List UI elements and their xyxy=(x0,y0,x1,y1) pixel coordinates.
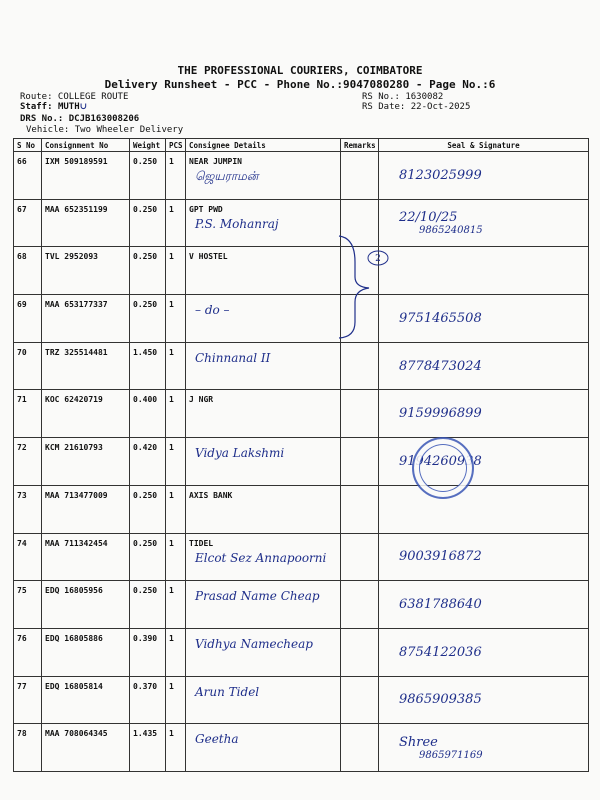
signature-phone: 6381788640 xyxy=(399,597,482,613)
consignee-handwritten: Vidhya Namecheap xyxy=(195,636,313,651)
rs-number: RS No.: 1630082 xyxy=(362,92,444,102)
row-pcs: 1 xyxy=(166,152,186,200)
row-signature xyxy=(379,438,589,486)
row-pcs: 1 xyxy=(166,247,186,295)
row-remarks xyxy=(341,152,379,200)
row-sno: 72 xyxy=(14,438,42,486)
table-row xyxy=(14,676,589,724)
row-consignment-no: EDQ 16805956 xyxy=(42,581,130,629)
circle-mark-label: 2 xyxy=(375,254,381,264)
row-remarks xyxy=(341,438,379,486)
signature-phone: 9003916872 xyxy=(399,549,482,565)
row-consignee xyxy=(186,152,341,200)
row-signature xyxy=(379,628,589,676)
row-sno: 77 xyxy=(14,676,42,724)
row-weight: 0.250 xyxy=(130,581,166,629)
row-consignment-no: TRZ 325514481 xyxy=(42,342,130,390)
col-signature: Seal & Signature xyxy=(379,139,589,152)
row-sno: 76 xyxy=(14,628,42,676)
runsheet-table xyxy=(13,138,589,772)
table-row xyxy=(14,628,589,676)
row-remarks xyxy=(341,628,379,676)
consignee-printed: NEAR JUMPIN xyxy=(189,157,242,166)
row-consignee xyxy=(186,533,341,581)
signature-phone: Shree xyxy=(399,734,438,750)
row-consignment-no: TVL 2952093 xyxy=(42,247,130,295)
row-weight: 0.250 xyxy=(130,247,166,295)
row-weight: 0.250 xyxy=(130,152,166,200)
row-signature xyxy=(379,676,589,724)
row-pcs: 1 xyxy=(166,724,186,772)
staff-label: Staff: xyxy=(20,102,53,112)
row-pcs: 1 xyxy=(166,676,186,724)
row-signature xyxy=(379,295,589,343)
row-weight: 0.250 xyxy=(130,533,166,581)
page-title: THE PROFESSIONAL COURIERS, COIMBATORE xyxy=(177,64,423,77)
row-weight: 0.370 xyxy=(130,676,166,724)
row-pcs: 1 xyxy=(166,390,186,438)
row-consignee xyxy=(186,581,341,629)
table-row xyxy=(14,581,589,629)
row-consignee xyxy=(186,295,341,343)
signature-phone: 8123025999 xyxy=(399,167,482,183)
row-consignment-no: MAA 711342454 xyxy=(42,533,130,581)
row-signature xyxy=(379,724,589,772)
staff-row xyxy=(20,102,87,112)
consignee-handwritten: ஜெயராமன் xyxy=(195,169,259,183)
row-consignment-no: IXM 509189591 xyxy=(42,152,130,200)
row-consignee xyxy=(186,628,341,676)
row-consignment-no: EDQ 16805886 xyxy=(42,628,130,676)
row-pcs: 1 xyxy=(166,295,186,343)
consignee-handwritten: Prasad Name Cheap xyxy=(195,589,320,604)
row-signature xyxy=(379,152,589,200)
table-row xyxy=(14,724,589,772)
table-header-row xyxy=(14,139,589,152)
col-consignee: Consignee Details xyxy=(186,139,341,152)
row-remarks xyxy=(341,533,379,581)
consignee-handwritten: Arun Tidel xyxy=(195,684,260,699)
route-label: Route: COLLEGE ROUTE xyxy=(20,92,129,102)
row-consignment-no: EDQ 16805814 xyxy=(42,676,130,724)
page-subtitle: Delivery Runsheet - PCC - Phone No.:9047080280 - Page No.:6 xyxy=(104,78,496,91)
row-sno: 68 xyxy=(14,247,42,295)
table-row xyxy=(14,533,589,581)
consignee-handwritten: – do – xyxy=(195,303,230,318)
consignee-printed: TIDEL xyxy=(189,538,214,548)
signature-extra: 9865971169 xyxy=(419,749,483,761)
row-sno: 73 xyxy=(14,485,42,533)
consignee-handwritten: Chinnanal II xyxy=(195,350,271,365)
row-pcs: 1 xyxy=(166,485,186,533)
consignee-printed: V HOSTEL xyxy=(189,252,228,262)
col-sno: S No xyxy=(14,139,42,152)
row-consignee xyxy=(186,485,341,533)
staff-handwritten-mark: ∪ xyxy=(79,102,88,112)
table-row xyxy=(14,247,589,295)
row-remarks xyxy=(341,342,379,390)
table-row xyxy=(14,438,589,486)
consignee-handwritten: Vidya Lakshmi xyxy=(195,446,285,461)
row-signature xyxy=(379,342,589,390)
row-remarks xyxy=(341,676,379,724)
row-weight: 0.390 xyxy=(130,628,166,676)
row-consignment-no: MAA 652351199 xyxy=(42,199,130,247)
row-consignee xyxy=(186,438,341,486)
row-remarks xyxy=(341,485,379,533)
row-sno: 78 xyxy=(14,724,42,772)
row-pcs: 1 xyxy=(166,628,186,676)
table-row xyxy=(14,342,589,390)
signature-phone: 9865909385 xyxy=(399,692,482,708)
row-signature xyxy=(379,390,589,438)
vehicle-type: Vehicle: Two Wheeler Delivery xyxy=(26,125,184,135)
row-sno: 66 xyxy=(14,152,42,200)
row-signature xyxy=(379,199,589,247)
row-consignment-no: KOC 62420719 xyxy=(42,390,130,438)
circle-mark xyxy=(366,249,390,267)
row-sno: 71 xyxy=(14,390,42,438)
table-row xyxy=(14,295,589,343)
col-pcs: PCS xyxy=(166,139,186,152)
consignee-handwritten: Geetha xyxy=(195,732,239,747)
signature-extra: 9865240815 xyxy=(419,225,483,237)
row-signature xyxy=(379,485,589,533)
company-seal-stamp xyxy=(412,437,474,499)
row-sno: 74 xyxy=(14,533,42,581)
row-remarks xyxy=(341,724,379,772)
rs-date: RS Date: 22-Oct-2025 xyxy=(362,102,471,112)
row-weight: 0.400 xyxy=(130,390,166,438)
signature-phone: 8754122036 xyxy=(399,644,482,660)
row-sno: 75 xyxy=(14,581,42,629)
consignee-printed: J NGR xyxy=(189,395,214,405)
row-pcs: 1 xyxy=(166,199,186,247)
row-weight: 0.250 xyxy=(130,295,166,343)
row-consignment-no: MAA 708064345 xyxy=(42,724,130,772)
row-sno: 70 xyxy=(14,342,42,390)
row-pcs: 1 xyxy=(166,581,186,629)
row-pcs: 1 xyxy=(166,533,186,581)
row-consignee xyxy=(186,247,341,295)
row-signature xyxy=(379,247,589,295)
col-consignment: Consignment No xyxy=(42,139,130,152)
table-row xyxy=(14,152,589,200)
col-remarks: Remarks xyxy=(341,139,379,152)
row-consignment-no: MAA 653177337 xyxy=(42,295,130,343)
signature-phone: 9194260938 xyxy=(399,453,482,469)
row-consignment-no: MAA 713477009 xyxy=(42,485,130,533)
row-weight: 1.435 xyxy=(130,724,166,772)
row-consignee xyxy=(186,342,341,390)
signature-phone: 8778473024 xyxy=(399,358,482,374)
row-consignee xyxy=(186,676,341,724)
drs-number: DRS No.: DCJB163008206 xyxy=(20,114,140,124)
row-weight: 1.450 xyxy=(130,342,166,390)
signature-phone: 9751465508 xyxy=(399,310,482,326)
consignee-printed: AXIS BANK xyxy=(189,490,233,500)
table-row xyxy=(14,390,589,438)
row-weight: 0.250 xyxy=(130,485,166,533)
row-consignee xyxy=(186,724,341,772)
signature-phone: 9159996899 xyxy=(399,406,482,422)
signature-phone: 22/10/25 xyxy=(399,210,458,226)
row-remarks xyxy=(341,390,379,438)
consignee-printed: GPT PWD xyxy=(189,204,223,214)
consignee-handwritten: P.S. Mohanraj xyxy=(195,216,279,231)
row-weight: 0.250 xyxy=(130,199,166,247)
row-consignment-no: KCM 21610793 xyxy=(42,438,130,486)
row-sno: 67 xyxy=(14,199,42,247)
row-signature xyxy=(379,533,589,581)
col-weight: Weight xyxy=(130,139,166,152)
table-row xyxy=(14,485,589,533)
row-remarks xyxy=(341,581,379,629)
table-row xyxy=(14,199,589,247)
row-pcs: 1 xyxy=(166,438,186,486)
row-consignee xyxy=(186,390,341,438)
row-signature xyxy=(379,581,589,629)
consignee-handwritten: Elcot Sez Annapoorni xyxy=(195,550,327,565)
row-sno: 69 xyxy=(14,295,42,343)
staff-value: MUTH xyxy=(57,102,80,112)
row-pcs: 1 xyxy=(166,342,186,390)
row-consignee xyxy=(186,199,341,247)
row-weight: 0.420 xyxy=(130,438,166,486)
